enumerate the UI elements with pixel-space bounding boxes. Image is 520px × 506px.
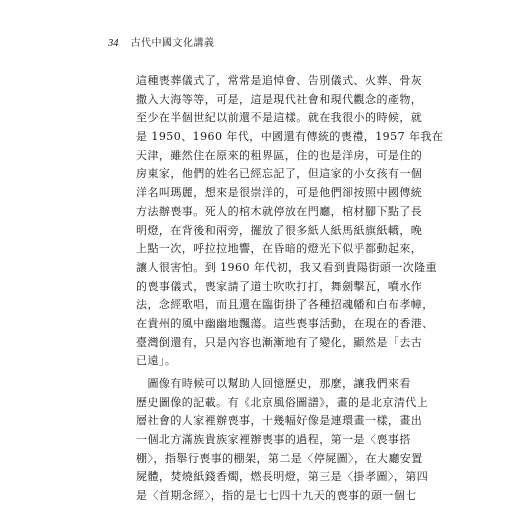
text-line: 歷史圖像的記載。有《北京風俗圖譜》，畫的是北京清代上 (136, 395, 429, 409)
running-header (108, 34, 215, 50)
body-text (136, 72, 444, 506)
text-line: 屍體，焚燒紙錢香燭，燃長明燈，第三是〈掛孝圖〉，第四 (136, 470, 429, 484)
text-line: 層社會的人家裡辦喪事，十幾幅好像是連環畫一樣，畫出 (136, 414, 423, 428)
text-line: 法，念經歌唱，而且還在臨街掛了各種招魂幡和白布孝幛， (136, 298, 434, 312)
text-line: 至少在半個世紀以前還不是這樣。就在我很小的時候，就 (136, 111, 423, 125)
text-line: 已遠」。 (136, 354, 177, 368)
paragraph-2 (136, 375, 429, 506)
text-line: 在貴州的風中幽幽地飄蕩。這些喪事活動，在現在的香港、 (136, 316, 434, 330)
text-line: 一個北方滿族貴族家裡辦喪事的過程，第一是〈喪事搭 (136, 433, 411, 447)
text-line: 讓人很害怕。到 1960 年代初，我又看到貴陽街頭一次隆重 (136, 260, 438, 274)
text-line: 是 1950、1960 年代，中國還有傳統的喪禮，1957 年我在 (136, 130, 444, 144)
book-title: 古代中國文化講義 (130, 38, 215, 49)
text-line: 明燈，在背後和兩旁，擺放了很多紙人紙馬紙旗紙轎，晚 (136, 223, 423, 237)
text-line: 圖像有時候可以幫助人回憶歷史，那麼，讓我們來看 (136, 377, 411, 390)
text-line: 棚〉，指舉行喪事的棚架，第二是〈停屍圖〉，在大廳安置 (136, 451, 423, 465)
text-line: 上點一次，呼拉拉地響，在昏暗的燈光下似乎都動起來， (136, 242, 423, 256)
text-line: 房東家，他們的姓名已經忘記了，但這家的小女孩有一個 (136, 167, 423, 181)
text-line: 洋名叫瑪麗，想來是很崇洋的，可是他們卻按照中國傳統 (136, 186, 423, 200)
text-line: 天津，雖然住在原來的租界區，住的也是洋房，可是住的 (136, 148, 423, 162)
text-line: 方法辦喪事。死人的棺木就停放在門廳，棺材腳下點了長 (136, 204, 423, 218)
text-line: 的喪事儀式，喪家請了道士吹吹打打，舞劍擊瓦，噴水作 (136, 279, 423, 293)
paragraph-1 (136, 72, 444, 371)
page-number: 34 (108, 38, 119, 49)
text-line: 是〈首期念經〉，指的是七七四十九天的喪事的頭一個七 (136, 489, 417, 503)
text-line: 臺灣倒還有，只是內容也漸漸地有了變化，顯然是「去古 (136, 335, 423, 349)
text-line: 這種喪葬儀式了，常常是追悼會、告別儀式、火葬、骨灰 (136, 74, 423, 87)
text-line: 撒入大海等等，可是，這是現代社會和現代觀念的產物， (136, 92, 423, 106)
